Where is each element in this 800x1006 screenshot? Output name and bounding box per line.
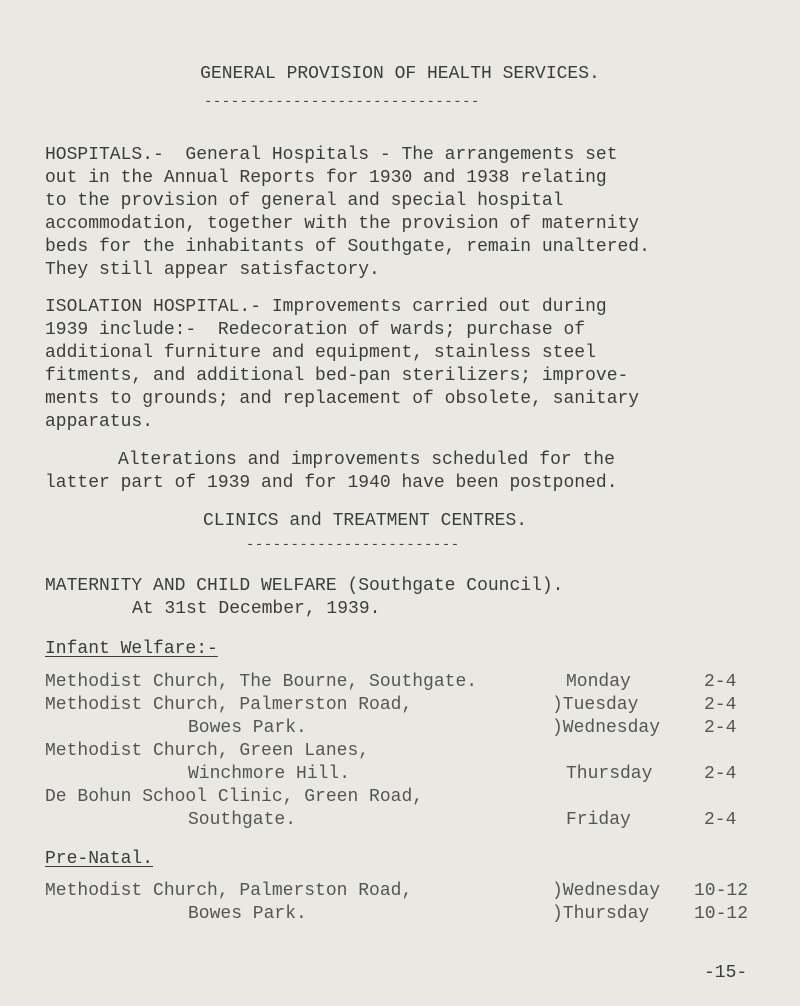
row-day: Friday [566,810,631,830]
row-time: 2-4 [704,810,737,830]
page-number: -15- [704,963,748,983]
alterations-line: Alterations and improvements scheduled for the [118,450,615,470]
isolation-line: ments to grounds; and replacement of obsolete, sanitary [45,389,640,409]
row-day: )Thursday [552,904,650,924]
row-place: Southgate. [188,810,297,830]
row-day: )Tuesday [552,695,639,715]
row-day: Thursday [566,764,653,784]
row-time: 2-4 [704,672,737,692]
row-place: Methodist Church, Palmerston Road, [45,881,413,901]
row-time: 2-4 [704,695,737,715]
row-time: 2-4 [704,718,737,738]
row-day: Monday [566,672,631,692]
isolation-line: additional furniture and equipment, stainless steel [45,343,596,363]
row-place: De Bohun School Clinic, Green Road, [45,787,424,807]
row-day: )Wednesday [552,718,661,738]
page-title: GENERAL PROVISION OF HEALTH SERVICES. [200,64,600,84]
row-time: 10-12 [694,904,749,924]
row-place: Methodist Church, The Bourne, Southgate. [45,672,478,692]
hospitals-line: out in the Annual Reports for 1930 and 1938 relating [45,168,607,188]
isolation-line: ISOLATION HOSPITAL.- Improvements carried out during [45,297,607,317]
isolation-line: fitments, and additional bed-pan sterilizers; improve- [45,366,629,386]
row-time: 2-4 [704,764,737,784]
alterations-line: latter part of 1939 and for 1940 have been postponed. [45,473,618,493]
isolation-line: apparatus. [45,412,154,432]
hospitals-line: to the provision of general and special hospital [45,191,564,211]
pre-natal-heading: Pre-Natal. [45,849,154,869]
isolation-line: 1939 include:- Redecoration of wards; purchase of [45,320,586,340]
hospitals-line: accommodation, together with the provision of maternity [45,214,640,234]
row-place: Bowes Park. [188,718,307,738]
row-place: Bowes Park. [188,904,307,924]
clinics-heading: CLINICS and TREATMENT CENTRES. [203,511,528,531]
row-place: Methodist Church, Palmerston Road, [45,695,413,715]
row-place: Winchmore Hill. [188,764,351,784]
title-rule: ------------------------------- [204,94,480,110]
row-place: Methodist Church, Green Lanes, [45,741,370,761]
hospitals-line: HOSPITALS.- General Hospitals - The arrangements set [45,145,618,165]
maternity-heading: MATERNITY AND CHILD WELFARE (Southgate Council). [45,576,564,596]
row-time: 10-12 [694,881,749,901]
row-day: )Wednesday [552,881,661,901]
clinics-rule: ------------------------ [246,537,460,553]
infant-welfare-heading: Infant Welfare:- [45,639,218,659]
hospitals-line: beds for the inhabitants of Southgate, remain unaltered. [45,237,650,257]
maternity-date: At 31st December, 1939. [132,599,381,619]
hospitals-line: They still appear satisfactory. [45,260,380,280]
